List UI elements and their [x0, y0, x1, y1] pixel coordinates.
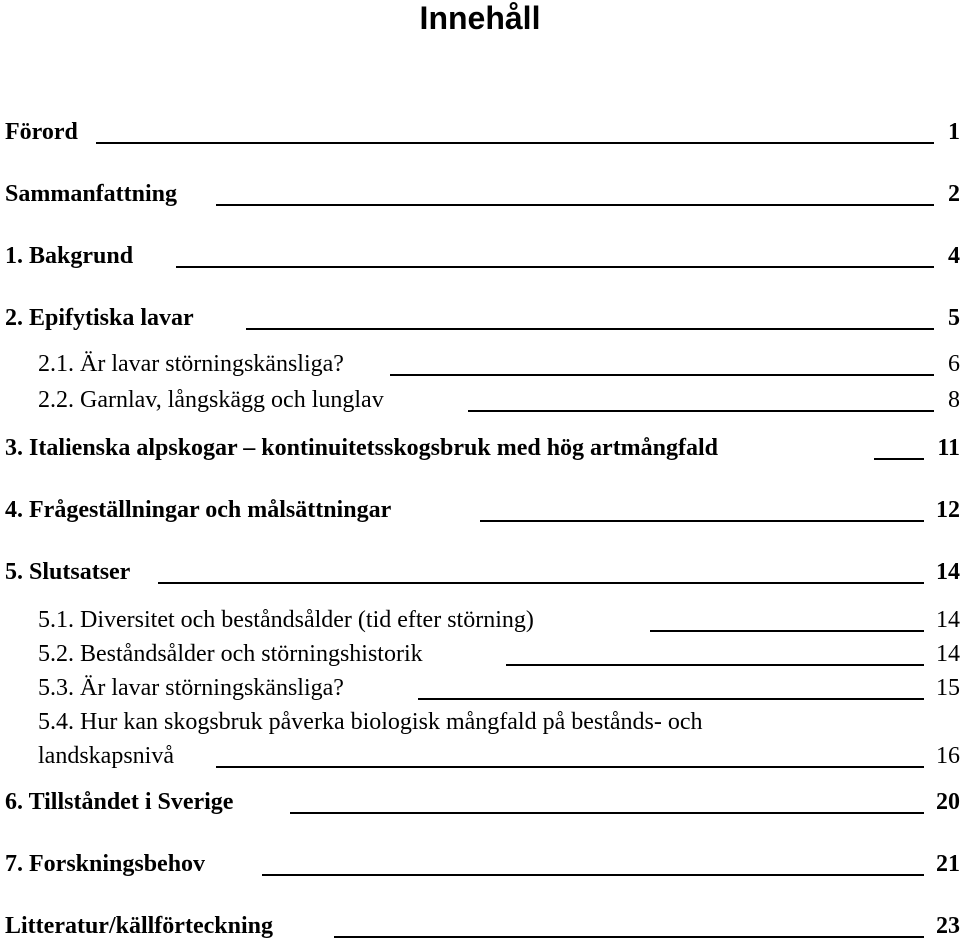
toc-leader-line [216, 204, 934, 206]
toc-entry-page: 23 [936, 913, 960, 939]
toc-entry-label: 1. Bakgrund [5, 243, 134, 269]
toc-entry-italienska-alpskogar[interactable] [0, 432, 960, 468]
toc-leader-line [334, 936, 924, 938]
toc-entry-label: 6. Tillståndet i Sverige [5, 789, 234, 815]
toc-entry-label: 2.2. Garnlav, långskägg och lunglav [38, 387, 384, 413]
toc-entry-label: 3. Italienska alpskogar – kontinuitetsskogsbruk med hög artmångfald [5, 435, 719, 461]
toc-entry-forord[interactable] [0, 116, 960, 152]
toc-entry-bestandsalder[interactable] [0, 638, 960, 674]
page-title: Innehåll [419, 0, 541, 36]
toc-leader-line [874, 458, 924, 460]
toc-entry-page: 5 [948, 305, 960, 331]
toc-entry-page: 15 [936, 675, 960, 701]
toc-entry-label: 5.3. Är lavar störningskänsliga? [38, 675, 344, 701]
toc-leader-line [650, 630, 924, 632]
toc-entry-label: 5.2. Beståndsålder och störningshistorik [38, 641, 423, 667]
toc-entry-label: Förord [5, 119, 78, 145]
toc-entry-label: 7. Forskningsbehov [5, 851, 206, 877]
toc-entry-tillstandet[interactable] [0, 786, 960, 822]
toc-leader-line [96, 142, 934, 144]
toc-entry-page: 20 [936, 789, 960, 815]
toc-entry-bakgrund[interactable] [0, 240, 960, 276]
toc-leader-line [246, 328, 934, 330]
toc-entry-label: landskapsnivå [38, 743, 174, 769]
toc-entry-page: 14 [936, 607, 960, 633]
toc-entry-page: 14 [936, 641, 960, 667]
toc-entry-page: 2 [948, 181, 960, 207]
toc-entry-page: 12 [936, 497, 960, 523]
toc-leader-line [158, 582, 924, 584]
toc-entry-landskapsniva[interactable] [0, 740, 960, 776]
toc-entry-diversitet[interactable] [0, 604, 960, 640]
toc-entry-garnlav[interactable] [0, 384, 960, 420]
toc-entry-page: 14 [936, 559, 960, 585]
toc-entry-page: 11 [937, 435, 960, 461]
toc-leader-line [418, 698, 924, 700]
toc-leader-line [506, 664, 924, 666]
toc-entry-skogsbruk[interactable] [0, 706, 960, 742]
toc-entry-page: 21 [936, 851, 960, 877]
toc-entry-page: 8 [948, 387, 960, 413]
toc-entry-label: 5.1. Diversitet och beståndsålder (tid efter störning) [38, 607, 534, 633]
toc-leader-line [468, 410, 934, 412]
toc-entry-sammanfattning[interactable] [0, 178, 960, 214]
toc-entry-lavar-storningskansliga[interactable] [0, 348, 960, 384]
toc-entry-page: 6 [948, 351, 960, 377]
toc-leader-line [176, 266, 934, 268]
toc-entry-slutsatser[interactable] [0, 556, 960, 592]
toc-entry-label: 2.1. Är lavar störningskänsliga? [38, 351, 344, 377]
toc-entry-page: 4 [948, 243, 960, 269]
toc-leader-line [290, 812, 924, 814]
toc-entry-page: 16 [936, 743, 960, 769]
toc-entry-page: 1 [948, 119, 960, 145]
toc-leader-line [480, 520, 924, 522]
toc-entry-label: Sammanfattning [5, 181, 178, 207]
toc-entry-label: 4. Frågeställningar och målsättningar [5, 497, 392, 523]
toc-leader-line [262, 874, 924, 876]
toc-entry-label: Litteratur/källförteckning [5, 913, 273, 939]
toc-entry-label: 2. Epifytiska lavar [5, 305, 194, 331]
toc-leader-line [216, 766, 924, 768]
toc-entry-litteratur[interactable] [0, 910, 960, 946]
toc-entry-lavar-storningskansliga-2[interactable] [0, 672, 960, 708]
toc-entry-epifytiska-lavar[interactable] [0, 302, 960, 338]
toc-entry-label: 5. Slutsatser [5, 559, 131, 585]
toc-entry-fragestallningar[interactable] [0, 494, 960, 530]
toc-entry-forskningsbehov[interactable] [0, 848, 960, 884]
toc-leader-line [390, 374, 934, 376]
toc-entry-label: 5.4. Hur kan skogsbruk påverka biologisk mångfald på bestånds- och [38, 709, 703, 735]
